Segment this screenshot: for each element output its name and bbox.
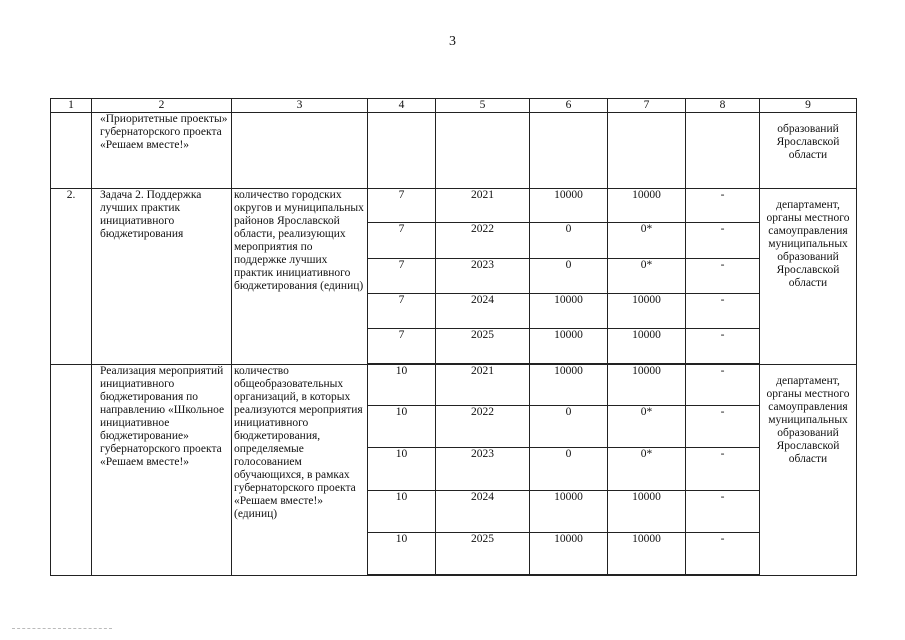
col4-values <box>368 365 436 576</box>
col6-values <box>530 189 608 365</box>
value-cell: 7 <box>368 328 435 363</box>
cell-name: «Приоритетные проекты» губернаторского проекта «Решаем вместе!» <box>92 113 232 189</box>
cell-4 <box>368 113 436 189</box>
col5-years <box>436 365 530 576</box>
value-cell: 7 <box>368 223 435 258</box>
col7-values <box>608 189 686 365</box>
sub-col7 <box>608 189 685 364</box>
value-cell: 7 <box>368 293 435 328</box>
value-cell: 10 <box>368 532 435 574</box>
value-cell: 0 <box>530 406 607 448</box>
col8-values <box>686 189 760 365</box>
value-cell: 10000 <box>608 293 685 328</box>
footer-line <box>12 628 112 629</box>
year-cell: 2024 <box>436 293 529 328</box>
sub-col6 <box>530 365 607 575</box>
col6-values <box>530 365 608 576</box>
value-cell: 10 <box>368 490 435 532</box>
value-cell: - <box>686 223 759 258</box>
value-cell: 0 <box>530 223 607 258</box>
value-cell: - <box>686 258 759 293</box>
year-cell: 2023 <box>436 258 529 293</box>
col8-values <box>686 365 760 576</box>
col-header-6: 6 <box>530 99 608 113</box>
program-table <box>50 98 856 576</box>
col5-years <box>436 189 530 365</box>
year-cell: 2024 <box>436 490 529 532</box>
year-cell: 2021 <box>436 189 529 223</box>
value-cell: 10 <box>368 406 435 448</box>
value-cell: - <box>686 532 759 574</box>
value-cell: 10000 <box>608 365 685 406</box>
value-cell: 0* <box>608 223 685 258</box>
value-cell: 10 <box>368 365 435 406</box>
year-cell: 2025 <box>436 328 529 363</box>
value-cell: 0 <box>530 448 607 490</box>
year-cell: 2022 <box>436 406 529 448</box>
sub-col5 <box>436 189 529 364</box>
col-header-3: 3 <box>232 99 368 113</box>
year-cell: 2023 <box>436 448 529 490</box>
sub-col7 <box>608 365 685 575</box>
value-cell: - <box>686 448 759 490</box>
col-header-8: 8 <box>686 99 760 113</box>
table-row-school <box>51 365 857 576</box>
col-header-7: 7 <box>608 99 686 113</box>
cell-indicator: количество общеобразовательных организаций, в которых реализуются мероприятия инициативного бюджетирования, определяемые голосованием обучающихся, в рамках губернаторского проекта «Решаем вместе!» (единиц) <box>232 365 368 576</box>
cell-7 <box>608 113 686 189</box>
value-cell: - <box>686 365 759 406</box>
col-header-4: 4 <box>368 99 436 113</box>
value-cell: 0* <box>608 258 685 293</box>
value-cell: 7 <box>368 189 435 223</box>
sub-col4 <box>368 189 435 364</box>
value-cell: 0* <box>608 406 685 448</box>
value-cell: - <box>686 328 759 363</box>
cell-name: Задача 2. Поддержка лучших практик инициативного бюджетирования <box>92 189 232 365</box>
cell-responsible: департамент, органы местного самоуправления муниципальных образований Ярославской области <box>760 189 857 365</box>
cell-5 <box>436 113 530 189</box>
sub-col6 <box>530 189 607 364</box>
col-header-9: 9 <box>760 99 857 113</box>
value-cell: 10000 <box>608 490 685 532</box>
value-cell: 7 <box>368 258 435 293</box>
year-cell: 2022 <box>436 223 529 258</box>
cell-num <box>51 113 92 189</box>
sub-col5 <box>436 365 529 575</box>
value-cell: - <box>686 189 759 223</box>
value-cell: 10000 <box>530 490 607 532</box>
value-cell: - <box>686 406 759 448</box>
cell-indicator: количество городских округов и муниципальных районов Ярославской области, реализующих мероприятия по поддержке лучших практик инициативного бюджетирования (единиц) <box>232 189 368 365</box>
cell-name: Реализация мероприятий инициативного бюджетирования по направлению «Школьное инициативное бюджетирование» губернаторского проекта «Решаем вместе!» <box>92 365 232 576</box>
cell-6 <box>530 113 608 189</box>
value-cell: 10000 <box>608 532 685 574</box>
value-cell: 10 <box>368 448 435 490</box>
value-cell: 10000 <box>530 365 607 406</box>
value-cell: 10000 <box>530 532 607 574</box>
col4-values <box>368 189 436 365</box>
sub-col8 <box>686 365 759 575</box>
sub-col8 <box>686 189 759 364</box>
cell-responsible: департамент, органы местного самоуправления муниципальных образований Ярославской области <box>760 365 857 576</box>
col7-values <box>608 365 686 576</box>
col-header-5: 5 <box>436 99 530 113</box>
page-number: 3 <box>449 34 456 49</box>
cell-num: 2. <box>51 189 92 365</box>
table-row-task2 <box>51 189 857 365</box>
table-row-continuation <box>51 113 857 189</box>
cell-num <box>51 365 92 576</box>
value-cell: 10000 <box>530 189 607 223</box>
cell-responsible: образований Ярославской области <box>760 113 857 189</box>
value-cell: 0 <box>530 258 607 293</box>
col-header-1: 1 <box>51 99 92 113</box>
header-row <box>51 99 857 113</box>
year-cell: 2025 <box>436 532 529 574</box>
cell-8 <box>686 113 760 189</box>
col-header-2: 2 <box>92 99 232 113</box>
year-cell: 2021 <box>436 365 529 406</box>
value-cell: 10000 <box>530 293 607 328</box>
sub-col4 <box>368 365 435 575</box>
cell-indicator <box>232 113 368 189</box>
value-cell: 10000 <box>608 189 685 223</box>
value-cell: 0* <box>608 448 685 490</box>
value-cell: 10000 <box>530 328 607 363</box>
value-cell: 10000 <box>608 328 685 363</box>
value-cell: - <box>686 490 759 532</box>
value-cell: - <box>686 293 759 328</box>
